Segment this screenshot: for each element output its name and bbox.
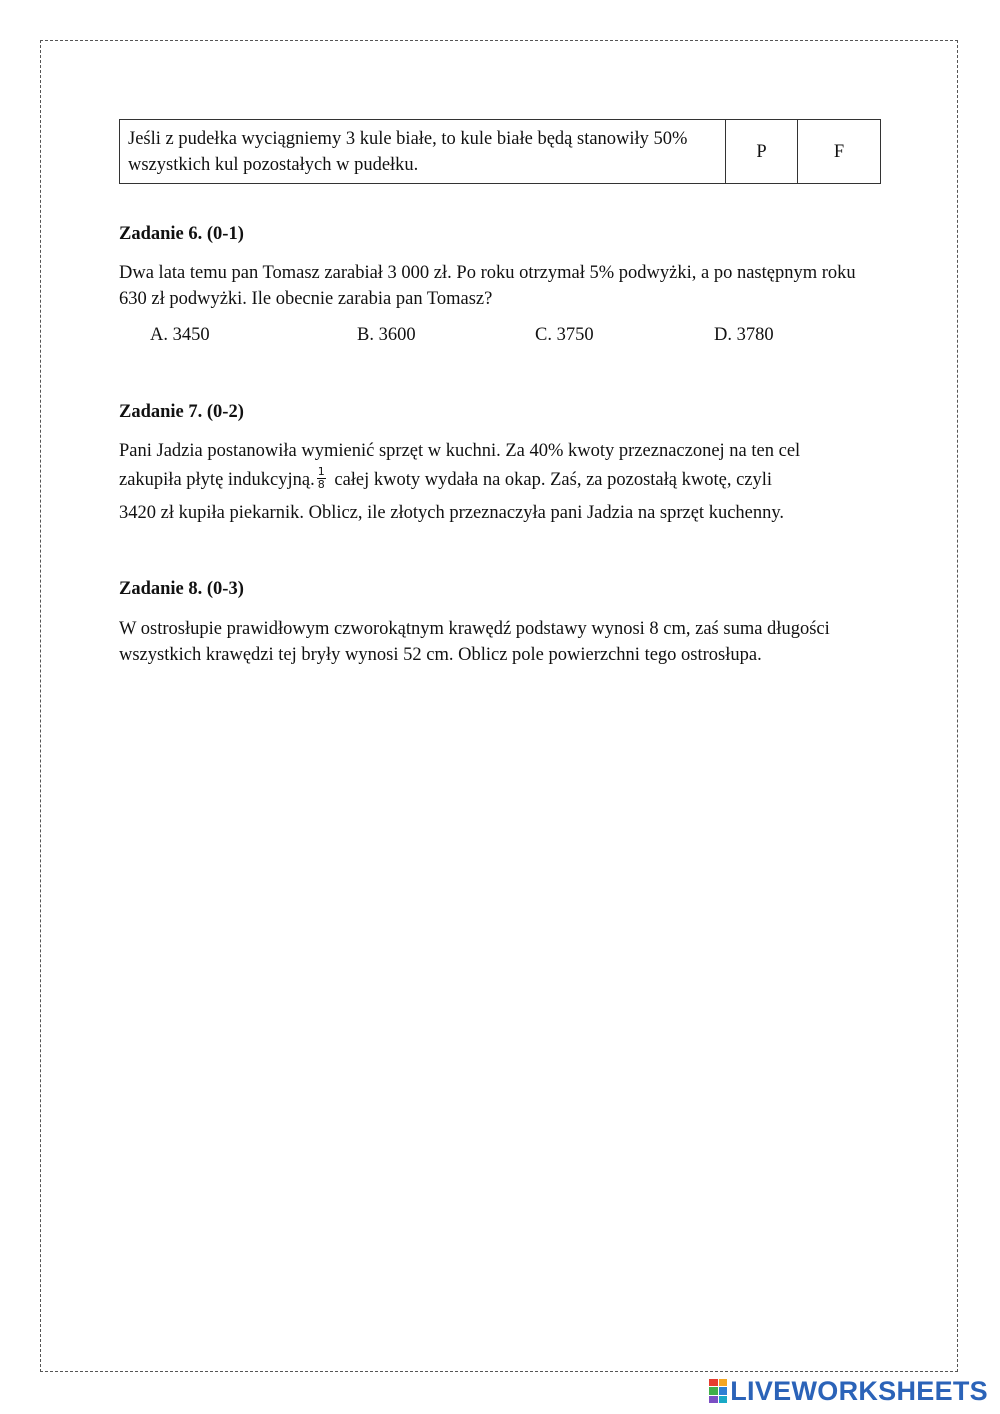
task6-heading: Zadanie 6. (0-1) xyxy=(119,224,244,244)
task7-heading: Zadanie 7. (0-2) xyxy=(119,402,244,422)
true-false-table xyxy=(119,119,881,184)
logo-tile xyxy=(709,1387,718,1394)
task6-answer-a[interactable]: A. 3450 xyxy=(150,325,210,345)
task8-text: W ostrosłupie prawidłowym czworokątnym krawędź podstawy wynosi 8 cm, zaś suma długości wszystkich krawędzi tej bryły wynosi 52 cm. Oblicz pole powierzchni tego ostrosłupa. xyxy=(119,619,830,665)
liveworksheets-logo-icon xyxy=(709,1379,727,1403)
fraction-denominator: 8 xyxy=(317,478,325,492)
logo-tile xyxy=(719,1387,728,1394)
option-true-cell[interactable]: P xyxy=(726,120,798,184)
task7-line-1: Pani Jadzia postanowiła wymienić sprzęt w kuchni. Za 40% kwoty przeznaczonej na ten cel xyxy=(119,441,801,461)
table-row xyxy=(120,120,881,184)
task7-line-2-end: całej kwoty wydała na okap. Zaś, za pozostałą kwotę, czyli xyxy=(329,470,773,490)
task7-line-2-start: zakupiła płytę indukcyjną. xyxy=(119,470,315,490)
task6-answer-c[interactable]: C. 3750 xyxy=(535,325,594,345)
fraction-numerator: 1 xyxy=(317,465,325,479)
task7-line-2 xyxy=(119,465,773,492)
task7-line-3: 3420 zł kupiła piekarnik. Oblicz, ile złotych przeznaczyła pani Jadzia na sprzęt kuchenny. xyxy=(119,503,785,523)
task6-text: Dwa lata temu pan Tomasz zarabiał 3 000 zł. Po roku otrzymał 5% podwyżki, a po następnym roku 630 zł podwyżki. Ile obecnie zarabia pan Tomasz? xyxy=(119,263,856,309)
logo-tile xyxy=(719,1379,728,1386)
true-false-statement: Jeśli z pudełka wyciągniemy 3 kule białe, to kule białe będą stanowiły 50% wszystkich kul pozostałych w pudełku. xyxy=(120,120,726,184)
task6-answer-b[interactable]: B. 3600 xyxy=(357,325,416,345)
logo-tile xyxy=(709,1396,718,1403)
one-eighth-fraction xyxy=(317,466,326,491)
task6-answer-d[interactable]: D. 3780 xyxy=(714,325,774,345)
logo-tile xyxy=(709,1379,718,1386)
liveworksheets-logo-text: LIVEWORKSHEETS xyxy=(730,1375,988,1406)
liveworksheets-logo[interactable] xyxy=(709,1376,988,1406)
task8-heading: Zadanie 8. (0-3) xyxy=(119,579,244,599)
logo-tile xyxy=(719,1396,728,1403)
option-false-cell[interactable]: F xyxy=(798,120,881,184)
